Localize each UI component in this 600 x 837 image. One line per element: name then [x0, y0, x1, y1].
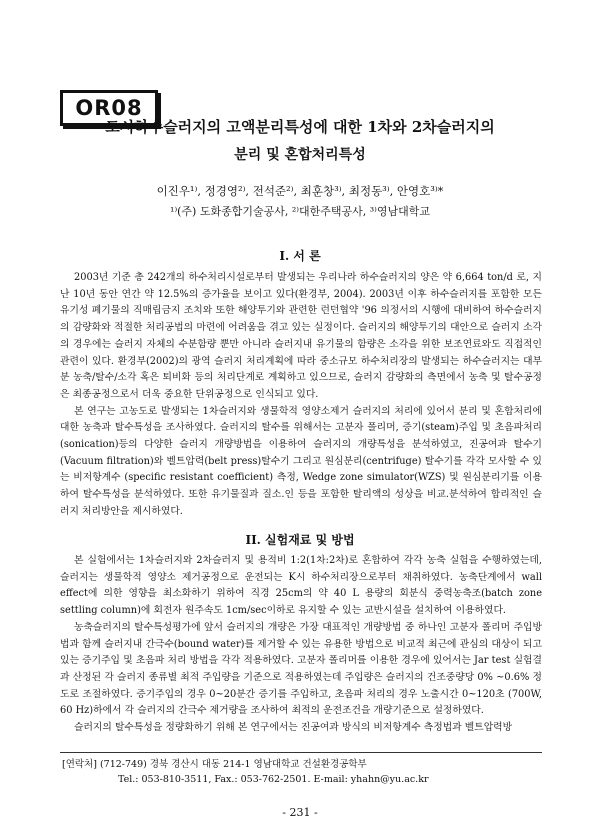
section-2-heading: II. 실험재료 및 방법	[245, 533, 355, 547]
session-code-badge: OR08	[60, 90, 158, 126]
contact-footnote	[62, 757, 542, 787]
section-1-heading: I. 서 론	[279, 249, 321, 263]
section-2-body	[60, 553, 542, 737]
paragraph: 슬러지의 탈수특성을 정량화하기 위해 본 연구에서는 진공여과 방식의 비저항계수 측정법과 벨트압력방	[74, 722, 513, 734]
paper-title-line-1: 도시하수슬러지의 고액분리특성에 대한 1차와 2차슬러지의	[105, 118, 495, 136]
contact-address: [연락처] (712-749) 경북 경산시 대동 214-1 영남대학교 건설환경공학부	[62, 759, 367, 770]
paragraph: 2003년 기준 총 242개의 하수처리시설로부터 발생되는 우리나라 하수슬러지의 양은 약 6,664 ton/d 로, 지난 10년 동안 연간 약 12.5%의 증가율을 보이고 있다(환경부, 2004). 2003년 이후 하수슬러지를 포함한 모든 유기성 폐기물의 직매립금지 조치와 또한 해양투기와 관련한 런던협약 '96 의정서의 시행에 대비하여 하수슬러지의 감량화와 적절한 처리공법의 마련에 어려움을 겪고 있는 실정이다. 슬러지의 해양투기의 대안으로 슬러지 소각의 경우에는 슬러지 자체의 수분함량 뿐만 아니라 슬러지내 유기물의 함량은 소각을 위한 보조연료와도 직접적인 관련이 있다. 환경부(2002)의 광역 슬러지 처리계획에 따라 중소규모 하수처리장의 발생되는 하수슬러지는 대부분 농축/탈수/소각 혹은 퇴비화 등의 처리단계로 계획하고 있으므로, 슬러지 감량화의 측면에서 농축 및 탈수공정은 최종공정으로서 더욱 중요한 단위공정으로 인식되고 있다.	[60, 272, 542, 400]
paragraph: 본 실험에서는 1차슬러지와 2차슬러지 및 용적비 1:2(1차:2차)로 혼합하여 각각 농축 실험을 수행하였는데, 슬러지는 생물학적 영양소 제거공정으로 운전되는 K시 하수처리장으로부터 채취하였다. 농축단계에서 wall effect에 의한 영향을 최소화하기 위하여 직경 25cm의 약 40 L 용량의 회분식 중력농축조(batch zone settling column)에 회전자 원주속도 1cm/sec이하로 유지할 수 있는 교반시설을 설치하여 이용하였다.	[60, 555, 542, 617]
contact-phone-email: Tel.: 053-810-3511, Fax.: 053-762-2501. E-mail: yhahn@yu.ac.kr	[118, 774, 429, 785]
page-number: - 231 -	[282, 806, 318, 819]
paper-title-line-2: 분리 및 혼합처리특성	[234, 147, 366, 163]
paragraph: 농축슬러지의 탈수특성평가에 앞서 슬러지의 개량은 가장 대표적인 개량방법 중 하나인 고분자 폴리머 주입방법과 함께 슬러지내 간극수(bound water)를 제거할 수 있는 유용한 방법으로 비교적 최근에 관심의 대상이 되고 있는 증기주입 및 초음파 처리 방법을 각각 적용하였다. 고분자 폴리머를 이용한 경우에 있어서는 Jar test 실험결과 산정된 각 슬러지 종류별 최적 주입량을 기준으로 적용하였는데 주입량은 슬러지의 건조중량당 0% ~0.6% 정도로 조절하였다. 증기주입의 경우 0~20분간 증기를 주입하고, 초음파 처리의 경우 노출시간 0~120초 (700W, 60 Hz)하에서 각 슬러지의 간극수 제거량을 조사하여 최적의 운전조건을 개량기준으로 설정하였다.	[60, 621, 542, 717]
paragraph: 본 연구는 고농도로 발생되는 1차슬러지와 생물학적 영양소제거 슬러지의 처리에 있어서 분리 및 혼합처리에 대한 농축과 탈수특성을 조사하였다. 슬러지의 탈수를 위해서는 고분자 폴리머, 증기(steam)주입 및 초음파처리(sonication)등의 다양한 슬러지 개량방법을 이용하여 슬러지의 개량특성을 분석하였고, 진공여과 탈수기(Vacuum filtration)와 벨트압력(belt press)탈수기 그리고 원심분리(centrifuge) 탈수기를 각각 모사할 수 있는 비저항계수 (specific resistant coefficient) 측정, Wedge zone simulator(WZS) 및 원심분리기를 이용하여 탈수특성을 분석하였다. 또한 유기물질과 질소.인 등을 포함한 탈리액의 성상을 비교.분석하여 합리적인 슬러지 처리방안을 제시하였다.	[60, 405, 542, 517]
footnote-divider	[60, 752, 542, 753]
section-1-body	[60, 270, 542, 521]
author-list: 이진우¹⁾, 정경영²⁾, 전석준²⁾, 최훈창³⁾, 최정동³⁾, 안영호³⁾*	[156, 184, 444, 198]
affiliation-list: ¹⁾(주) 도화종합기술공사, ²⁾대한주택공사, ³⁾영남대학교	[170, 205, 430, 218]
